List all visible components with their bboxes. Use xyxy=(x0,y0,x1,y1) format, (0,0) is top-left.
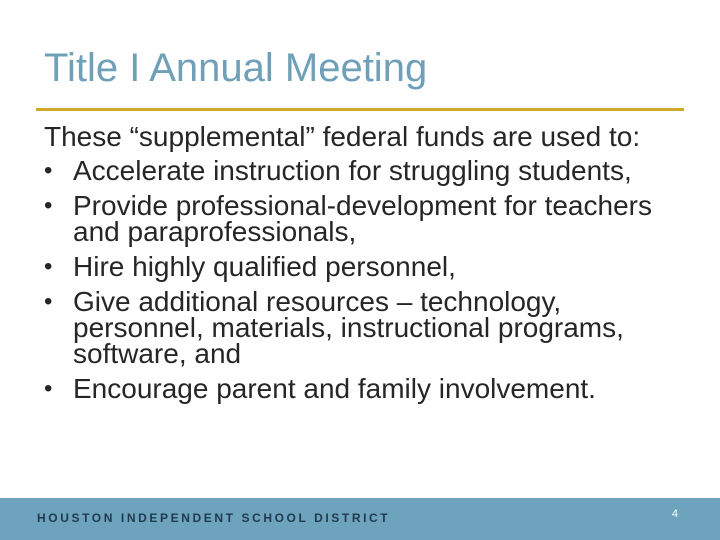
bullet-item xyxy=(44,286,684,369)
bullet-text: Give additional resources – technology, personnel, materials, instructional programs, software, and xyxy=(73,286,624,369)
bullet-icon: • xyxy=(44,192,53,219)
bullet-item xyxy=(44,251,684,282)
bullet-text: Accelerate instruction for struggling students, xyxy=(73,155,632,186)
title-divider xyxy=(36,108,684,111)
bullet-item xyxy=(44,373,684,404)
bullet-list xyxy=(44,155,684,404)
bullet-item xyxy=(44,155,684,186)
bullet-item xyxy=(44,190,684,247)
bullet-icon: • xyxy=(44,288,53,315)
bullet-icon: • xyxy=(44,375,53,402)
bullet-icon: • xyxy=(44,157,53,184)
bullet-icon: • xyxy=(44,253,53,280)
intro-text: These “supplemental” federal funds are used to: xyxy=(44,121,641,152)
bullet-text: Hire highly qualified personnel, xyxy=(73,251,456,282)
footer-bar xyxy=(0,498,720,540)
slide-body xyxy=(44,121,684,411)
bullet-text: Provide professional-development for teachers and paraprofessionals, xyxy=(73,190,652,247)
footer-organization: HOUSTON INDEPENDENT SCHOOL DISTRICT xyxy=(37,511,391,525)
page-number: 4 xyxy=(671,508,678,520)
bullet-text: Encourage parent and family involvement. xyxy=(73,373,596,404)
slide-title: Title I Annual Meeting xyxy=(44,46,428,90)
